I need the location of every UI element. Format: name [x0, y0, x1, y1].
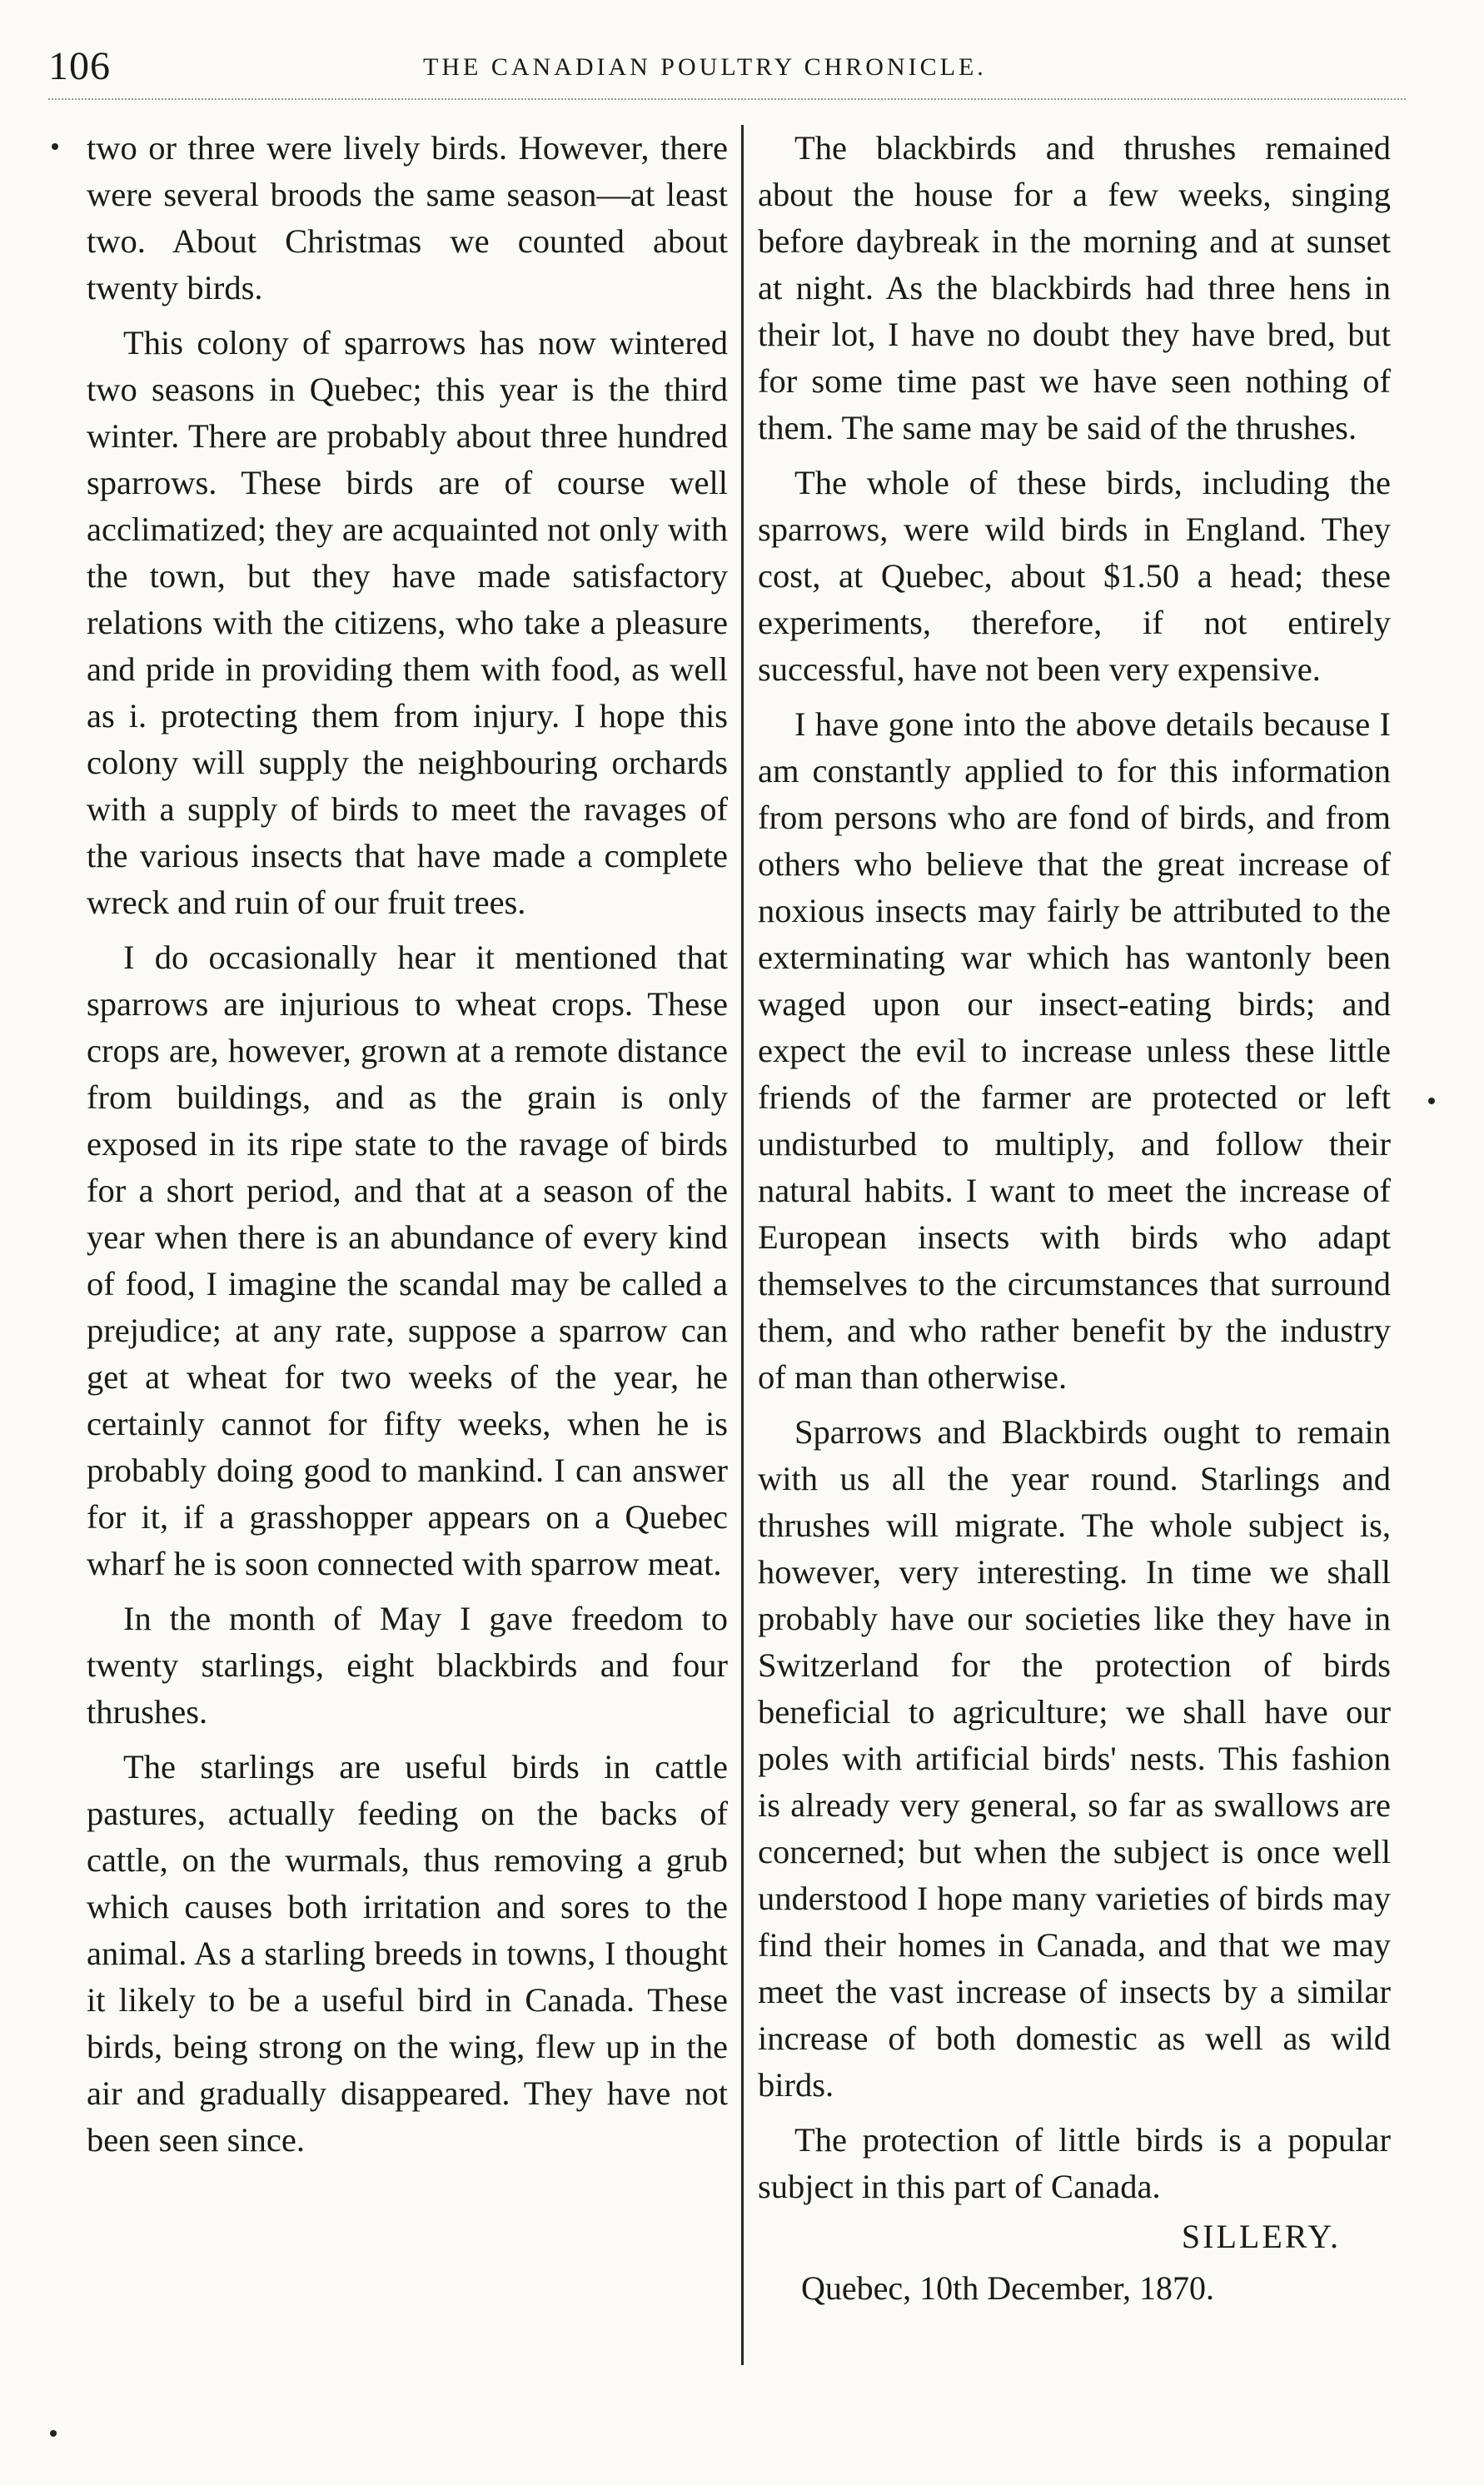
paragraph: The blackbirds and thrushes remained about the house for a few weeks, singing before daybreak in the morning and at sunset at night. As the blackbirds had three hens in their lot, I have no doubt they have bred, but for some time past we have seen nothing of them. The same may be said of the thrushes. [758, 129, 1391, 446]
paragraph: The whole of these birds, including the sparrows, were wild birds in England. They cost, at Quebec, about $1.50 a head; these experiments, therefore, if not entirely successful, have not been very expensive. [758, 464, 1391, 688]
margin-mark [52, 143, 58, 150]
page-number: 106 [48, 44, 111, 88]
paragraph: I do occasionally hear it mentioned that sparrows are injurious to wheat crops. These crops are, however, grown at a remote distance from buildings, and as the grain is only exposed in its ripe state to the ravage of birds for a short period, and that at a season of the year when there is an abundance of every kind of food, I imagine the scandal may be called a prejudice; at any rate, suppose a sparrow can get at wheat for two weeks of the year, he certainly cannot for fifty weeks, when he is probably doing good to mankind. I can answer for it, if a grasshopper appears on a Quebec wharf he is soon connected with sparrow meat. [87, 939, 728, 1582]
header-rule [48, 98, 1406, 100]
paragraph: I have gone into the above details because I am constantly applied to for this information from persons who are fond of birds, and from others who believe that the great increase of noxious insects may fairly be attributed to the exterminating war which has wantonly been waged upon our insect-eating birds; and expect the evil to increase unless these little friends of the farmer are protected or left undisturbed to multiply, and follow their natural habits. I want to meet the increase of European insects with birds who adapt themselves to the circumstances that surround them, and who rather benefit by the industry of man than otherwise. [758, 705, 1391, 1396]
margin-mark [50, 2430, 57, 2437]
paragraph: The starlings are useful birds in cattle pastures, actually feeding on the backs of cattle, on the wurmals, thus removing a grub which causes both irritation and sores to the animal. As a starling breeds in towns, I thought it likely to be a useful bird in Canada. These birds, being strong on the wing, flew up in the air and gradually disappeared. They have not been seen since. [87, 1748, 728, 2159]
paragraph: Sparrows and Blackbirds ought to remain with us all the year round. Starlings and thrushes will migrate. The whole subject is, however, very interesting. In time we shall probably have our societies like they have in Switzerland for the protection of birds beneficial to agriculture; we shall have our poles with artificial birds' nests. This fashion is already very general, so far as swallows are concerned; but when the subject is once well understood I hope many varieties of birds may find their homes in Canada, and that we may meet the vast increase of insects by a similar increase of both domestic as well as wild birds. [758, 1413, 1391, 2104]
column-divider [741, 125, 744, 2365]
left-column [87, 125, 728, 2164]
paragraph: two or three were lively birds. However, there were several broods the same season—at least two. About Christmas we counted about twenty birds. [87, 129, 728, 306]
paragraph: In the month of May I gave freedom to twenty starlings, eight blackbirds and four thrushes. [87, 1600, 728, 1731]
author-signature: SILLERY. [1181, 2218, 1341, 2255]
page-header [48, 43, 1073, 93]
right-column [758, 125, 1391, 2312]
paragraph: This colony of sparrows has now wintered two seasons in Quebec; this year is the third winter. There are probably about three hundred sparrows. These birds are of course well acclimatized; they are acquainted not only with the town, but they have made satisfactory relations with the citizens, who take a pleasure and pride in providing them with food, as well as i. protecting them from injury. I hope this colony will supply the neighbouring orchards with a supply of birds to meet the ravages of the various insects that have made a complete wreck and ruin of our fruit trees. [87, 324, 728, 921]
paragraph: The protection of little birds is a popular subject in this part of Canada. [758, 2121, 1391, 2205]
running-head: THE CANADIAN POULTRY CHRONICLE. [423, 53, 987, 81]
margin-mark [1428, 1098, 1435, 1104]
dateline: Quebec, 10th December, 1870. [801, 2269, 1214, 2307]
